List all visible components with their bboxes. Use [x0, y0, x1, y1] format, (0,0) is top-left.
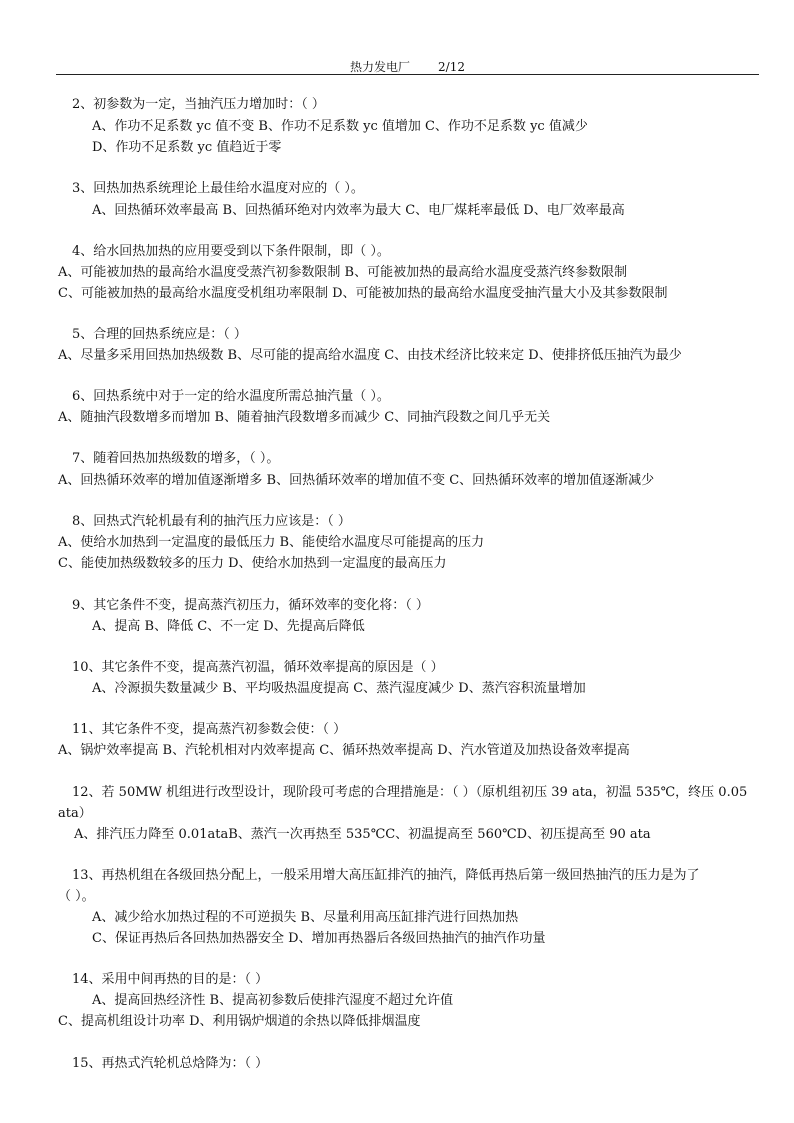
question-text: 14、采用中间再热的目的是：（ ） [72, 972, 269, 987]
question-text: 7、随着回热加热级数的增多，（ ）。 [72, 451, 280, 466]
answer-options: C、提高机组设计功率 D、利用锅炉烟道的余热以降低排烟温度 [58, 1014, 421, 1029]
answer-options: A、回热循环效率最高 B、回热循环绝对内效率为最大 C、电厂煤耗率最低 D、电厂效率最高 [92, 203, 625, 218]
answer-options: A、减少给水加热过程的不可逆损失 B、尽量利用高压缸排汽进行回热加热 [92, 910, 519, 925]
question-text: 6、回热系统中对于一定的给水温度所需总抽汽量（ ）。 [72, 389, 390, 404]
question-text: 5、合理的回热系统应是：（ ） [72, 327, 247, 342]
answer-options: D、作功不足系数 yc 值趋近于零 [92, 140, 282, 155]
question-text: 12、若 50MW 机组进行改型设计，现阶段可考虑的合理措施是：（ ）（原机组初压 39 ata，初温 535℃，终压 0.05 [72, 785, 748, 800]
answer-options: A、可能被加热的最高给水温度受蒸汽初参数限制 B、可能被加热的最高给水温度受蒸汽终参数限制 [58, 265, 628, 280]
answer-options: A、冷源损失数量减少 B、平均吸热温度提高 C、蒸汽湿度减少 D、蒸汽容积流量增加 [92, 681, 586, 696]
answer-options: A、提高 B、降低 C、不一定 D、先提高后降低 [92, 619, 365, 634]
answer-options: A、回热循环效率的增加值逐渐增多 B、回热循环效率的增加值不变 C、回热循环效率的增加值逐渐减少 [58, 473, 655, 488]
question-text: 2、初参数为一定，当抽汽压力增加时：（ ） [72, 97, 325, 112]
question-text: 11、其它条件不变，提高蒸汽初参数会使：（ ） [72, 722, 347, 737]
document-title: 热力发电厂 [350, 60, 411, 74]
answer-options: C、保证再热后各回热加热器安全 D、增加再热器后各级回热抽汽的抽汽作功量 [92, 931, 546, 946]
question-text: 9、其它条件不变，提高蒸汽初压力，循环效率的变化将：（ ） [72, 598, 429, 613]
question-text: 3、回热加热系统理论上最佳给水温度对应的（ ）。 [72, 181, 364, 196]
question-text: 4、给水回热加热的应用要受到以下条件限制，即（ ）。 [72, 244, 390, 259]
answer-options: A、锅炉效率提高 B、汽轮机相对内效率提高 C、循环热效率提高 D、汽水管道及加热设备效率提高 [58, 743, 630, 758]
page-number: 2/12 [438, 60, 465, 74]
answer-options: A、提高回热经济性 B、提高初参数后使排汽湿度不超过允许值 [92, 993, 454, 1008]
question-text: 8、回热式汽轮机最有利的抽汽压力应该是：（ ） [72, 514, 351, 529]
answer-options: （ ）。 [58, 889, 95, 904]
answer-options: ata） [58, 806, 92, 821]
answer-options: C、能使加热级数较多的压力 D、使给水加热到一定温度的最高压力 [58, 556, 447, 571]
answer-options: A、尽量多采用回热加热级数 B、尽可能的提高给水温度 C、由技术经济比较来定 D、使排挤低压抽汽为最少 [58, 348, 682, 363]
page-header [56, 58, 759, 75]
answer-options: C、可能被加热的最高给水温度受机组功率限制 D、可能被加热的最高给水温度受抽汽量大小及其参数限制 [58, 286, 668, 301]
question-text: 15、再热式汽轮机总焓降为：（ ） [72, 1056, 269, 1071]
header-rule [56, 74, 759, 75]
question-text: 10、其它条件不变，提高蒸汽初温，循环效率提高的原因是（ ） [72, 660, 444, 675]
question-text: 13、再热机组在各级回热分配上，一般采用增大高压缸排汽的抽汽，降低再热后第一级回热抽汽的压力是为了 [72, 868, 700, 883]
answer-options: A、排汽压力降至 0.01ataB、蒸汽一次再热至 535℃C、初温提高至 560℃D、初压提高至 90 ata [74, 827, 651, 842]
answer-options: A、随抽汽段数增多而增加 B、随着抽汽段数增多而减少 C、同抽汽段数之间几乎无关 [58, 410, 551, 425]
answer-options: A、使给水加热到一定温度的最低压力 B、能使给水温度尽可能提高的压力 [58, 535, 485, 550]
answer-options: A、作功不足系数 yc 值不变 B、作功不足系数 yc 值增加 C、作功不足系数 yc 值减少 [92, 119, 588, 134]
